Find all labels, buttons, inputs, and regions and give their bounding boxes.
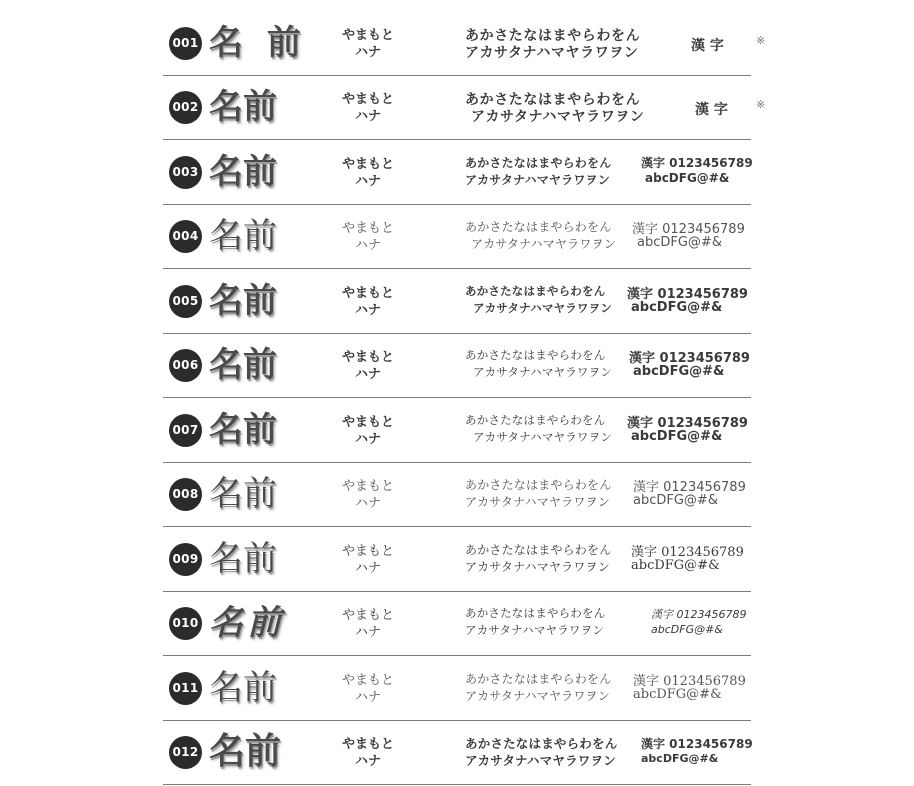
row-number-badge: 002 bbox=[169, 91, 202, 124]
name-sample: 名前 bbox=[209, 216, 277, 256]
name-hiragana: やまもと bbox=[341, 28, 394, 43]
hiragana-sample: あかさたなはまやらわをん bbox=[465, 220, 612, 234]
kanji-sample: 漢字 0123456789 bbox=[633, 674, 746, 689]
hiragana-sample: あかさたなはまやらわをん bbox=[465, 92, 641, 108]
kanji-sample: 漢字 0123456789 bbox=[651, 608, 747, 621]
katakana-sample: アカサタナハマヤラワヲン bbox=[465, 689, 610, 703]
kanji-sample: 漢字 0123456789 bbox=[632, 222, 745, 237]
name-hiragana: やまもと bbox=[341, 350, 394, 365]
katakana-sample: アカサタナハマヤラワヲン bbox=[473, 301, 613, 315]
katakana-sample: アカサタナハマヤラワヲン bbox=[465, 45, 639, 61]
katakana-sample: アカサタナハマヤラワヲン bbox=[473, 430, 613, 444]
row-number-badge: 001 bbox=[169, 27, 202, 60]
kanji-sample: 漢字 0123456789 bbox=[627, 287, 748, 302]
name-hiragana: やまもと bbox=[341, 415, 394, 430]
font-row-008[interactable] bbox=[163, 463, 751, 527]
name-katakana: ハナ bbox=[354, 303, 381, 318]
hiragana-sample: あかさたなはまやらわをん bbox=[465, 156, 612, 170]
row-number-badge: 005 bbox=[169, 285, 202, 318]
latin-sample: abcDFG@#& bbox=[637, 235, 722, 250]
katakana-sample: アカサタナハマヤラワヲン bbox=[465, 623, 605, 637]
kanji-sample: 漢 字 bbox=[695, 102, 728, 118]
name-hiragana: やまもと bbox=[341, 479, 394, 494]
latin-sample: abcDFG@#& bbox=[645, 171, 730, 185]
latin-sample: abcDFG@#& bbox=[631, 558, 720, 573]
katakana-sample: アカサタナハマヤラワヲン bbox=[465, 495, 610, 509]
font-row-007[interactable] bbox=[163, 399, 751, 463]
kanji-sample: 漢字 0123456789 bbox=[627, 416, 748, 431]
name-hiragana: やまもと bbox=[341, 608, 394, 623]
font-row-009[interactable] bbox=[163, 528, 751, 592]
hiragana-sample: あかさたなはまやらわをん bbox=[465, 606, 606, 620]
latin-sample: abcDFG@#& bbox=[633, 493, 718, 508]
font-row-003[interactable] bbox=[163, 141, 751, 205]
kanji-sample: 漢字 0123456789 bbox=[633, 480, 746, 495]
name-katakana: ハナ bbox=[354, 174, 381, 189]
kanji-sample: 漢字 0123456789 bbox=[641, 156, 753, 170]
name-hiragana: やまもと bbox=[341, 673, 394, 688]
name-katakana: ハナ bbox=[354, 367, 381, 382]
katakana-sample: アカサタナハマヤラワヲン bbox=[471, 109, 645, 125]
latin-sample: abcDFG@#& bbox=[631, 429, 723, 444]
name-katakana: ハナ bbox=[354, 625, 381, 640]
name-hiragana: やまもと bbox=[341, 92, 394, 107]
name-hiragana: やまもと bbox=[341, 221, 394, 236]
row-number-badge: 010 bbox=[169, 607, 202, 640]
name-hiragana: やまもと bbox=[341, 157, 394, 172]
name-sample: 名前 bbox=[209, 152, 277, 192]
name-katakana: ハナ bbox=[354, 496, 381, 511]
name-hiragana: やまもと bbox=[341, 544, 394, 559]
name-sample: 名前 bbox=[209, 668, 277, 708]
font-row-005[interactable] bbox=[163, 270, 751, 334]
font-row-006[interactable] bbox=[163, 334, 751, 398]
name-sample: 名前 bbox=[209, 603, 285, 643]
name-katakana: ハナ bbox=[354, 45, 381, 60]
kanji-sample: 漢 字 bbox=[691, 38, 724, 54]
name-sample: 名前 bbox=[209, 539, 277, 579]
name-hiragana: やまもと bbox=[341, 286, 394, 301]
font-row-011[interactable] bbox=[163, 657, 751, 721]
note-mark: ※ bbox=[756, 34, 766, 47]
latin-sample: abcDFG@#& bbox=[633, 364, 725, 379]
hiragana-sample: あかさたなはまやらわをん bbox=[465, 543, 612, 557]
name-sample: 名前 bbox=[209, 731, 282, 772]
latin-sample: abcDFG@#& bbox=[633, 687, 722, 702]
name-katakana: ハナ bbox=[354, 432, 381, 447]
katakana-sample: アカサタナハマヤラワヲン bbox=[473, 365, 613, 379]
name-sample: 名前 bbox=[209, 410, 277, 450]
font-row-004[interactable] bbox=[163, 205, 751, 269]
hiragana-sample: あかさたなはまやらわをん bbox=[465, 284, 606, 298]
name-sample: 名 前 bbox=[209, 23, 307, 63]
katakana-sample: アカサタナハマヤラワヲン bbox=[465, 560, 610, 574]
hiragana-sample: あかさたなはまやらわをん bbox=[465, 348, 606, 362]
hiragana-sample: あかさたなはまやらわをん bbox=[465, 28, 641, 44]
row-number-badge: 006 bbox=[169, 349, 202, 382]
hiragana-sample: あかさたなはまやらわをん bbox=[465, 672, 612, 686]
kanji-sample: 漢字 0123456789 bbox=[631, 545, 744, 560]
note-mark: ※ bbox=[756, 98, 766, 111]
row-number-badge: 012 bbox=[169, 736, 202, 769]
hiragana-sample: あかさたなはまやらわをん bbox=[465, 478, 612, 492]
font-row-001[interactable] bbox=[163, 12, 766, 76]
row-number-badge: 009 bbox=[169, 543, 202, 576]
katakana-sample: アカサタナハマヤラワヲン bbox=[465, 173, 610, 187]
row-number-badge: 011 bbox=[169, 672, 202, 705]
name-katakana: ハナ bbox=[354, 561, 381, 576]
font-row-012[interactable] bbox=[163, 721, 751, 785]
katakana-sample: アカサタナハマヤラワヲン bbox=[465, 753, 616, 768]
name-sample: 名前 bbox=[209, 87, 277, 127]
latin-sample: abcDFG@#& bbox=[651, 623, 723, 636]
hiragana-sample: あかさたなはまやらわをん bbox=[465, 736, 618, 751]
kanji-sample: 漢字 0123456789 bbox=[641, 737, 753, 751]
hiragana-sample: あかさたなはまやらわをん bbox=[465, 413, 606, 427]
name-sample: 名前 bbox=[209, 281, 277, 321]
latin-sample: abcDFG@#& bbox=[631, 300, 723, 315]
name-katakana: ハナ bbox=[354, 238, 381, 253]
latin-sample: abcDFG@#& bbox=[641, 752, 719, 765]
katakana-sample: アカサタナハマヤラワヲン bbox=[471, 237, 616, 251]
kanji-sample: 漢字 0123456789 bbox=[629, 351, 750, 366]
name-sample: 名前 bbox=[209, 474, 277, 514]
name-hiragana: やまもと bbox=[341, 737, 394, 752]
row-number-badge: 004 bbox=[169, 220, 202, 253]
font-row-002[interactable] bbox=[163, 76, 766, 140]
font-row-010[interactable] bbox=[163, 592, 751, 656]
name-sample: 名前 bbox=[209, 345, 277, 385]
row-number-badge: 003 bbox=[169, 156, 202, 189]
name-katakana: ハナ bbox=[354, 109, 381, 124]
name-katakana: ハナ bbox=[354, 690, 381, 705]
row-number-badge: 007 bbox=[169, 414, 202, 447]
row-number-badge: 008 bbox=[169, 478, 202, 511]
name-katakana: ハナ bbox=[354, 754, 381, 769]
